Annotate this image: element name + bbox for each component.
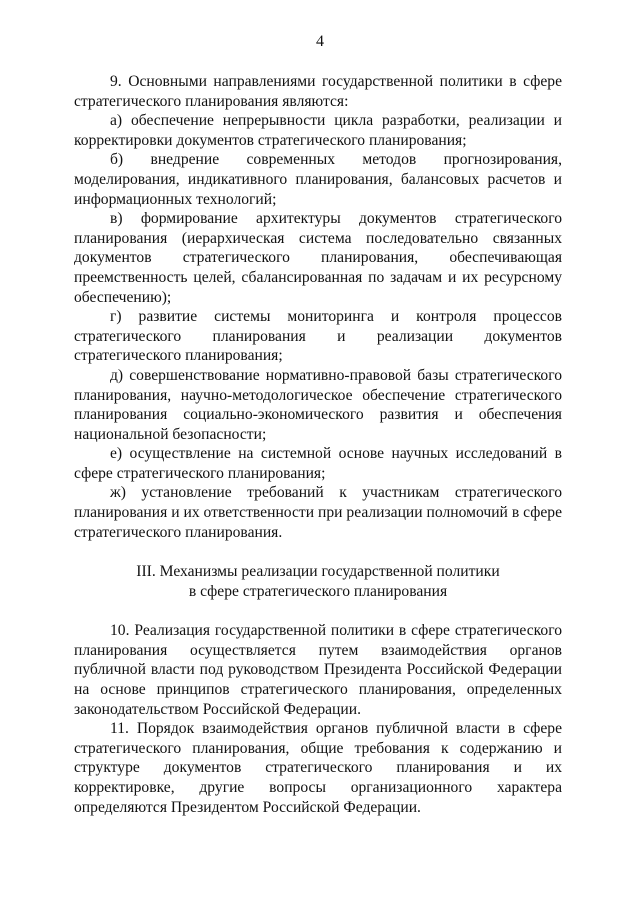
document-body <box>74 72 562 817</box>
page-number: 4 <box>316 33 324 50</box>
section-heading-line-1: III. Механизмы реализации государственной политики <box>136 563 500 581</box>
list-item-v: в) формирование архитектуры документов стратегического планирования (иерархическая система последовательно связанных документов стратегического планирования, обеспечивающая преемственность целей, сбалансированная по задачам и их ресурсному обеспечению); <box>74 210 562 306</box>
list-item-a: а) обеспечение непрерывности цикла разработки, реализации и корректировки документов стратегического планирования; <box>74 112 562 149</box>
list-item-g: г) развитие системы мониторинга и контроля процессов стратегического планирования и реализации документов стратегического планирования; <box>74 308 562 365</box>
paragraph-9: 9. Основными направлениями государственной политики в сфере стратегического планирования являются: <box>74 73 562 110</box>
list-item-e: е) осуществление на системной основе научных исследований в сфере стратегического планирования; <box>74 445 562 482</box>
list-item-d: д) совершенствование нормативно-правовой базы стратегического планирования, научно-методологическое обеспечение стратегического планирования социально-экономического развития и обеспечения национальной безопасности; <box>74 366 562 443</box>
paragraph-10: 10. Реализация государственной политики в сфере стратегического планирования осуществляется путем взаимодействия органов публичной власти под руководством Президента Российской Федерации на основе принципов стратегического планирования, определенных законодательством Российской Федерации. <box>74 622 562 718</box>
section-heading-line-2: в сфере стратегического планирования <box>188 583 448 601</box>
section-heading <box>74 562 562 602</box>
list-item-b: б) внедрение современных методов прогнозирования, моделирования, индикативного планирования, балансовых расчетов и информационных технологий; <box>74 151 562 208</box>
paragraph-11: 11. Порядок взаимодействия органов публичной власти в сфере стратегического планирования, общие требования к содержанию и структуре документов стратегического планирования и их корректировке, другие вопросы организационного характера определяются Президентом Российской Федерации. <box>74 720 562 816</box>
list-item-zh: ж) установление требований к участникам стратегического планирования и их ответственности при реализации полномочий в сфере стратегического планирования. <box>74 484 562 541</box>
